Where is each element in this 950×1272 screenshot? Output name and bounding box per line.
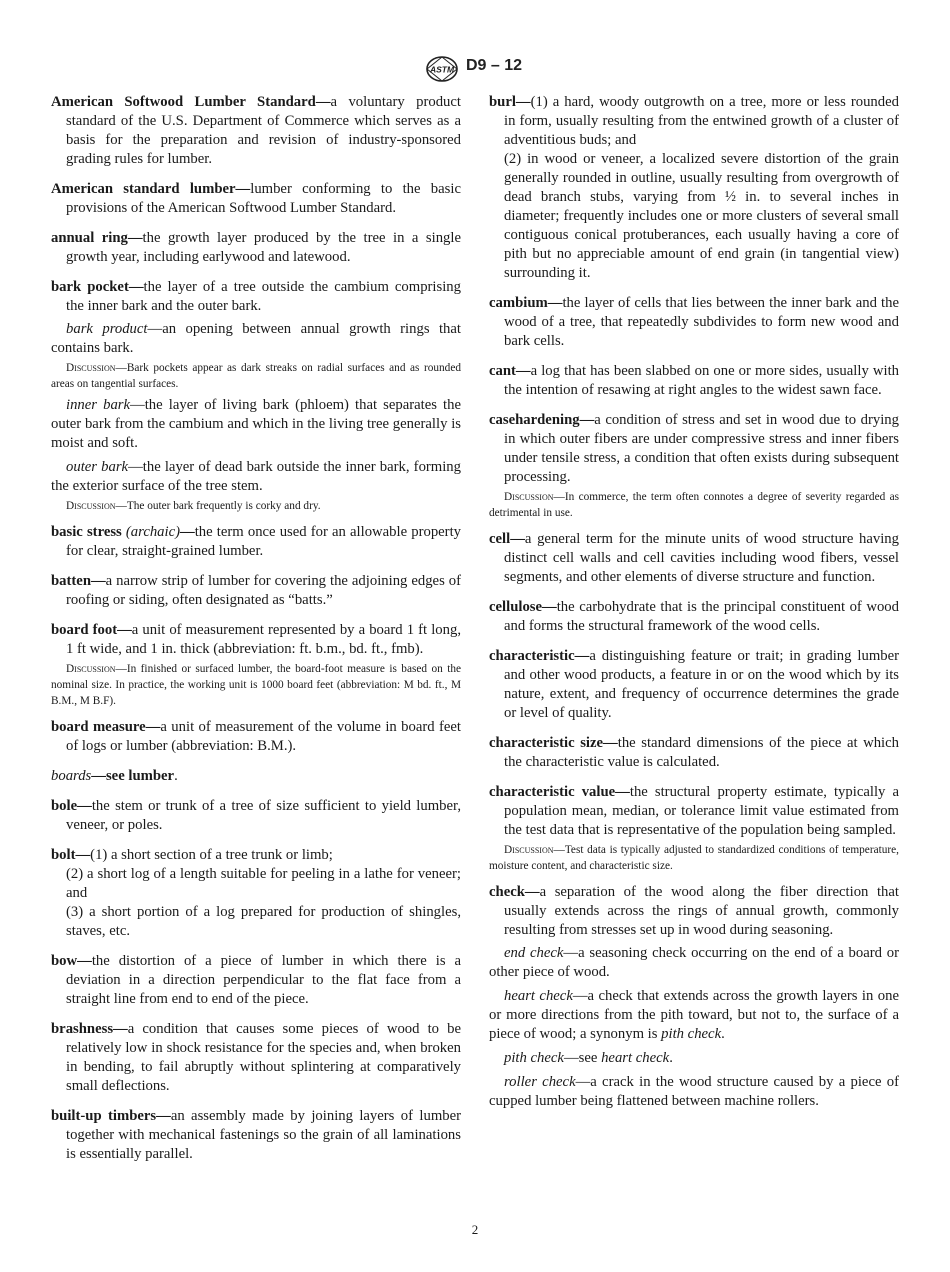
entry-board-foot	[51, 621, 461, 659]
term: board measure—	[51, 719, 161, 735]
term: burl—	[489, 94, 531, 110]
definition: an assembly made by joining layers of lumber together with mechanical fastenings so the grain of all laminations is essentially parallel.	[66, 1108, 461, 1162]
term: brashness—	[51, 1021, 128, 1037]
definition: a condition that causes some pieces of wood to be relatively low in shock resistance for the species and, when broken in bending, to fail abruptly without splintering at comparatively small deflections.	[66, 1021, 461, 1094]
term: bolt—	[51, 847, 91, 863]
definition: the standard dimensions of the piece at which the characteristic value is calculated.	[504, 735, 900, 770]
left-column	[51, 93, 461, 1175]
definition: the layer of cells that lies between the inner bark and the wood of a tree, that repeatedly subdivides to form new wood and bark cells.	[504, 295, 899, 349]
see-label: —see	[91, 768, 129, 784]
definition: a unit of measurement represented by a board 1 ft long, 1 ft wide, and 1 in. thick (abbreviation: ft. b.m., bd. ft., fmb).	[66, 622, 461, 657]
term: basic stress	[51, 524, 122, 540]
definition: a condition of stress and set in wood due to drying in which outer fibers are under compressive stress and inner fibers under tensile stress, a condition that often exists during subsequent processing.	[504, 412, 899, 485]
subterm: inner bark	[66, 397, 131, 413]
definition: a general term for the minute units of wood structure having distinct cell walls and cell cavities including wood fibers, vessel segments, and other elements of diverse structure and function.	[504, 531, 899, 585]
term: cellulose—	[489, 599, 557, 615]
definition: —the layer of living bark (phloem) that separates the outer bark from the cambium and which in the living tree generally is moist and soft.	[51, 397, 461, 451]
definition: a voluntary product standard of the U.S. Department of Commerce which serves as a basis for the preparation and revision of industry-sponsored grading rules for lumber.	[66, 94, 461, 167]
term: batten—	[51, 573, 106, 589]
term: cell—	[489, 531, 525, 547]
entry-boards	[51, 767, 461, 786]
entry-cambium	[489, 294, 899, 351]
entry-bark-pocket	[51, 278, 461, 316]
discussion-note	[51, 661, 461, 709]
entry-batten	[51, 572, 461, 610]
definition: a unit of measurement of the volume in board feet of logs or lumber (abbreviation: B.M.).	[66, 719, 461, 754]
entry-characteristic	[489, 647, 899, 723]
term: bow—	[51, 953, 92, 969]
term: bole—	[51, 798, 92, 814]
subentry-end-check	[489, 944, 899, 982]
subterm: bark product	[66, 321, 148, 337]
term: built-up timbers—	[51, 1108, 171, 1124]
definition: the layer of a tree outside the cambium comprising the inner bark and the outer bark.	[66, 279, 461, 314]
entry-bolt	[51, 846, 461, 941]
subentry-pith-check	[489, 1049, 899, 1068]
note-text: —The outer bark frequently is corky and dry.	[115, 500, 321, 512]
end-punct: .	[721, 1026, 725, 1042]
term: characteristic—	[489, 648, 590, 664]
synonym: pith check	[661, 1026, 722, 1042]
entry-casehardening	[489, 411, 899, 487]
term: annual ring—	[51, 230, 143, 246]
entry-bole	[51, 797, 461, 835]
end-punct: .	[174, 768, 178, 784]
note-text: —Test data is typically adjusted to standardized conditions of temperature, moisture content, and characteristic size.	[489, 844, 899, 872]
definition-part: (2) a short log of a length suitable for peeling in a lathe for veneer; and	[66, 866, 461, 901]
subentry-inner-bark	[51, 396, 461, 453]
discussion-note	[489, 842, 899, 874]
discussion-note	[51, 498, 461, 514]
definition: lumber conforming to the basic provisions of the American Softwood Lumber Standard.	[66, 181, 461, 216]
definition: the structural property estimate, typically a population mean, median, or tolerance limit value estimated from the test data that is representative of the population being sampled.	[504, 784, 899, 838]
discussion-note	[489, 489, 899, 521]
subterm: end check	[504, 945, 564, 961]
right-column	[489, 93, 899, 1116]
definition-part: (2) in wood or veneer, a localized severe distortion of the grain generally rounded in outline, usually resulting from overgrowth of dead branch stubs, varying from ½ in. to several inches in diameter; frequently includes one or more clusters of several small contiguous conical protuberances, each usually having a core of pith but no appreciable amount of end grain (in tangential view) surrounding it.	[504, 151, 899, 281]
note-label: Discussion	[66, 663, 116, 675]
qualifier: (archaic)	[121, 524, 181, 540]
definition: the carbohydrate that is the principal constituent of wood and forms the structural framework of the wood cells.	[504, 599, 899, 634]
term: characteristic size—	[489, 735, 618, 751]
entry-board-measure	[51, 718, 461, 756]
definition: —the layer of dead bark outside the inner bark, forming the exterior surface of the tree stem.	[51, 459, 461, 494]
cross-reference: lumber	[128, 768, 175, 784]
cross-reference: heart check	[601, 1050, 670, 1066]
subentry-bark-product	[51, 320, 461, 358]
definition: —an opening between annual growth rings that contains bark.	[51, 321, 461, 356]
term: American standard lumber—	[51, 181, 251, 197]
definition-part: (3) a short portion of a log prepared for production of shingles, staves, etc.	[66, 904, 461, 939]
term: cant—	[489, 363, 531, 379]
definition: a separation of the wood along the fiber direction that usually extends across the rings of annual growth, commonly resulting from stresses set up in wood during seasoning.	[504, 884, 899, 938]
term: check—	[489, 884, 540, 900]
definition: —a check that extends across the growth layers in one or more directions from the pith toward, but not to, the surface of a piece of wood; a synonym is	[489, 988, 899, 1042]
definition: the distortion of a piece of lumber in which there is a deviation in a direction perpendicular to the flat face from a straight line from end to end of the piece.	[66, 953, 461, 1007]
term-dash: —	[180, 524, 195, 540]
note-label: Discussion	[66, 500, 116, 512]
term: cambium—	[489, 295, 563, 311]
see-label: —see	[563, 1050, 602, 1066]
page-number: 2	[471, 1222, 479, 1237]
definition: —a crack in the wood structure caused by a piece of cupped lumber being flattened between machine rollers.	[489, 1074, 899, 1109]
term: American Softwood Lumber Standard—	[51, 94, 331, 110]
astm-logo	[424, 55, 460, 83]
note-text: —In finished or surfaced lumber, the board-foot measure is based on the nominal size. In practice, the working unit is 1000 board feet (abbreviation: M bd. ft., M B.M., M B.F).	[51, 663, 461, 707]
definition: a distinguishing feature or trait; in grading lumber and other wood products, a feature in or on the wood which by its nature, extent, and frequency of occurrence determines the grade or level of quality.	[504, 648, 899, 721]
note-label: Discussion	[504, 491, 554, 503]
entry-characteristic-value	[489, 783, 899, 840]
term: boards	[51, 768, 92, 784]
definition: —a seasoning check occurring on the end of a board or other piece of wood.	[489, 945, 899, 980]
entry-american-standard-lumber	[51, 180, 461, 218]
term: bark pocket—	[51, 279, 144, 295]
entry-annual-ring	[51, 229, 461, 267]
document-designation: D9 – 12	[466, 57, 523, 74]
entry-cell	[489, 530, 899, 587]
svg-text:ASTM: ASTM	[429, 64, 455, 75]
subentry-heart-check	[489, 987, 899, 1044]
subterm: pith check	[504, 1050, 564, 1066]
definition-part: (1) a short section of a tree trunk or limb;	[90, 847, 333, 863]
subterm: heart check	[504, 988, 573, 1004]
entry-cant	[489, 362, 899, 400]
term: casehardening—	[489, 412, 595, 428]
definition-part: (1) a hard, woody outgrowth on a tree, more or less rounded in form, usually resulting from the entwined growth of a cluster of adventitious buds; and	[504, 94, 899, 148]
definition: a narrow strip of lumber for covering the adjoining edges of roofing or siding, often designated as “batts.”	[66, 573, 461, 608]
entry-built-up-timbers	[51, 1107, 461, 1164]
note-text: —In commerce, the term often connotes a degree of severity regarded as detrimental in use.	[489, 491, 899, 519]
entry-brashness	[51, 1020, 461, 1096]
entry-characteristic-size	[489, 734, 899, 772]
definition: the stem or trunk of a tree of size sufficient to yield lumber, veneer, or poles.	[66, 798, 461, 833]
entry-basic-stress	[51, 523, 461, 561]
page-header	[0, 55, 950, 85]
subterm: roller check	[504, 1074, 576, 1090]
definition: a log that has been slabbed on one or more sides, usually with the intention of resawing at right angles to the widest sawn face.	[504, 363, 899, 398]
note-label: Discussion	[504, 844, 554, 856]
entry-bow	[51, 952, 461, 1009]
entry-american-softwood-lumber-standard	[51, 93, 461, 169]
discussion-note	[51, 360, 461, 392]
subterm: outer bark	[66, 459, 129, 475]
definition: the term once used for an allowable property for clear, straight-grained lumber.	[66, 524, 461, 559]
entry-cellulose	[489, 598, 899, 636]
note-label: Discussion	[66, 362, 116, 374]
entry-burl	[489, 93, 899, 283]
note-text: —Bark pockets appear as dark streaks on radial surfaces and as rounded areas on tangential surfaces.	[51, 362, 461, 390]
term: characteristic value—	[489, 784, 630, 800]
entry-check	[489, 883, 899, 940]
end-punct: .	[669, 1050, 673, 1066]
subentry-outer-bark	[51, 458, 461, 496]
term: board foot—	[51, 622, 132, 638]
subentry-roller-check	[489, 1073, 899, 1111]
definition: the growth layer produced by the tree in a single growth year, including earlywood and latewood.	[66, 230, 461, 265]
